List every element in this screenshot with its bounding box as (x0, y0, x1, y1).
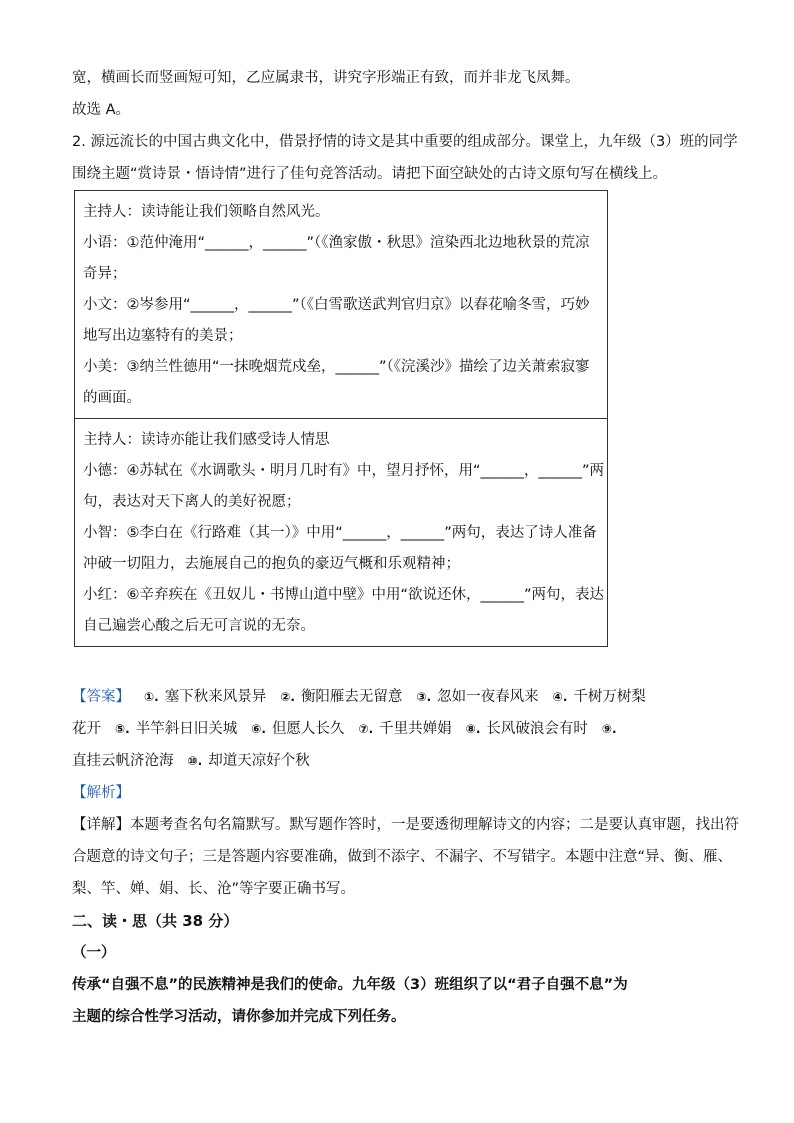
intro-line-2: 故选 A。 (72, 102, 131, 118)
answer-item: ⑤. 半竿斜日旧关城 (115, 721, 238, 737)
analysis-label: 【解析】 (72, 785, 130, 801)
host-line-1: 主持人：读诗能让我们领略自然风光。 (83, 204, 330, 220)
answer-item: ⑦. 千里共婵娟 (358, 721, 452, 737)
xiaowen-line-cont: 地写出边塞特有的美景； (83, 328, 243, 344)
xiaode-line: 小德：④苏轼在《水调歌头・明月几时有》中，望月抒怀，用“______，______”两 (83, 463, 605, 479)
detail-line-3: 梨、竿、婵、娟、长、沧”等字要正确书写。 (72, 881, 356, 897)
xiaowen-line: 小文：②岑参用“______，______”（《白雪歌送武判官归京》以春花喻冬雪，巧妙 (83, 297, 590, 313)
answer-continuation: 直挂云帆济沧海 (72, 753, 174, 769)
xiaomei-line: 小美：③纳兰性德用“一抹晚烟荒戍垒，______”（《浣溪沙》描绘了边关萧索寂寥 (83, 359, 590, 375)
detail-line-1: 【详解】本题考查名句名篇默写。默写题作答时，一是要透彻理解诗文的内容；二是要认真审题，找出符 (72, 817, 739, 833)
subsection-title: （一） (72, 945, 116, 961)
section-2-title: 二、读・思（共 38 分） (72, 912, 239, 930)
xiaode-line-cont: 句，表达对天下离人的美好祝愿； (83, 494, 301, 510)
answer-item: ④. 千树万树梨 (552, 689, 646, 705)
host-line-2: 主持人：读诗亦能让我们感受诗人情思 (83, 432, 330, 448)
answer-row-2 (72, 713, 732, 745)
task-intro-line-1: 传承“自强不息”的民族精神是我们的使命。九年级（3）班组织了以“君子自强不息”为 (72, 977, 628, 993)
task-intro-line-2: 主题的综合性学习活动，请你参加并完成下列任务。 (72, 1009, 406, 1025)
xiaozhi-line: 小智：⑤李白在《行路难（其一）》中用“______，______”两句，表达了诗人准备 (83, 525, 597, 541)
answer-item: ⑧. 长风破浪会有时 (465, 721, 588, 737)
xiaoyu-line: 小语：①范仲淹用“______，______”（《渔家傲・秋思》渲染西北边地秋景的荒凉 (83, 235, 590, 251)
answer-item: ⑩. 却道天凉好个秋 (187, 753, 310, 769)
answer-item: ③. 忽如一夜春风来 (416, 689, 539, 705)
box-section-emotion (75, 418, 607, 646)
answer-continuation: 花开 (72, 721, 101, 737)
xiaohong-line: 小红：⑥辛弃疾在《丑奴儿・书博山道中壁》中用“欲说还休，______”两句，表达 (83, 587, 605, 603)
xiaomei-line-cont: 的画面。 (83, 390, 141, 406)
answer-row-1 (72, 681, 732, 713)
box-section-scenery (75, 191, 607, 418)
xiaoyu-line-cont: 奇异； (83, 266, 127, 282)
document-page (72, 62, 739, 1033)
quiz-box (74, 190, 608, 647)
answer-block (72, 681, 732, 777)
answer-label: 【答案】 (72, 689, 130, 705)
detail-line-2: 合题意的诗文句子；三是答题内容要准确，做到不添字、不漏字、不写错字。本题中注意“异、衡、雁、 (72, 849, 733, 865)
question-line-1: 2. 源远流长的中国古典文化中，借景抒情的诗文是其中重要的组成部分。课堂上，九年级（3）班的同学 (72, 134, 738, 150)
answer-item: ⑨. (601, 722, 617, 736)
answer-item: ②. 衡阳雁去无留意 (280, 689, 403, 705)
intro-line-1: 宽，横画长而竖画短可知，乙应属隶书，讲究字形端正有致，而并非龙飞凤舞。 (72, 70, 580, 86)
question-line-2: 围绕主题“赏诗景・悟诗情”进行了佳句竞答活动。请把下面空缺处的古诗文原句写在横线上。 (72, 166, 668, 182)
answer-row-3 (72, 745, 732, 777)
xiaohong-line-cont: 自己遍尝心酸之后无可言说的无奈。 (83, 618, 315, 634)
xiaozhi-line-cont: 冲破一切阻力，去施展自己的抱负的豪迈气概和乐观精神； (83, 556, 460, 572)
answer-item: ①. 塞下秋来风景异 (144, 689, 267, 705)
answer-item: ⑥. 但愿人长久 (251, 721, 345, 737)
